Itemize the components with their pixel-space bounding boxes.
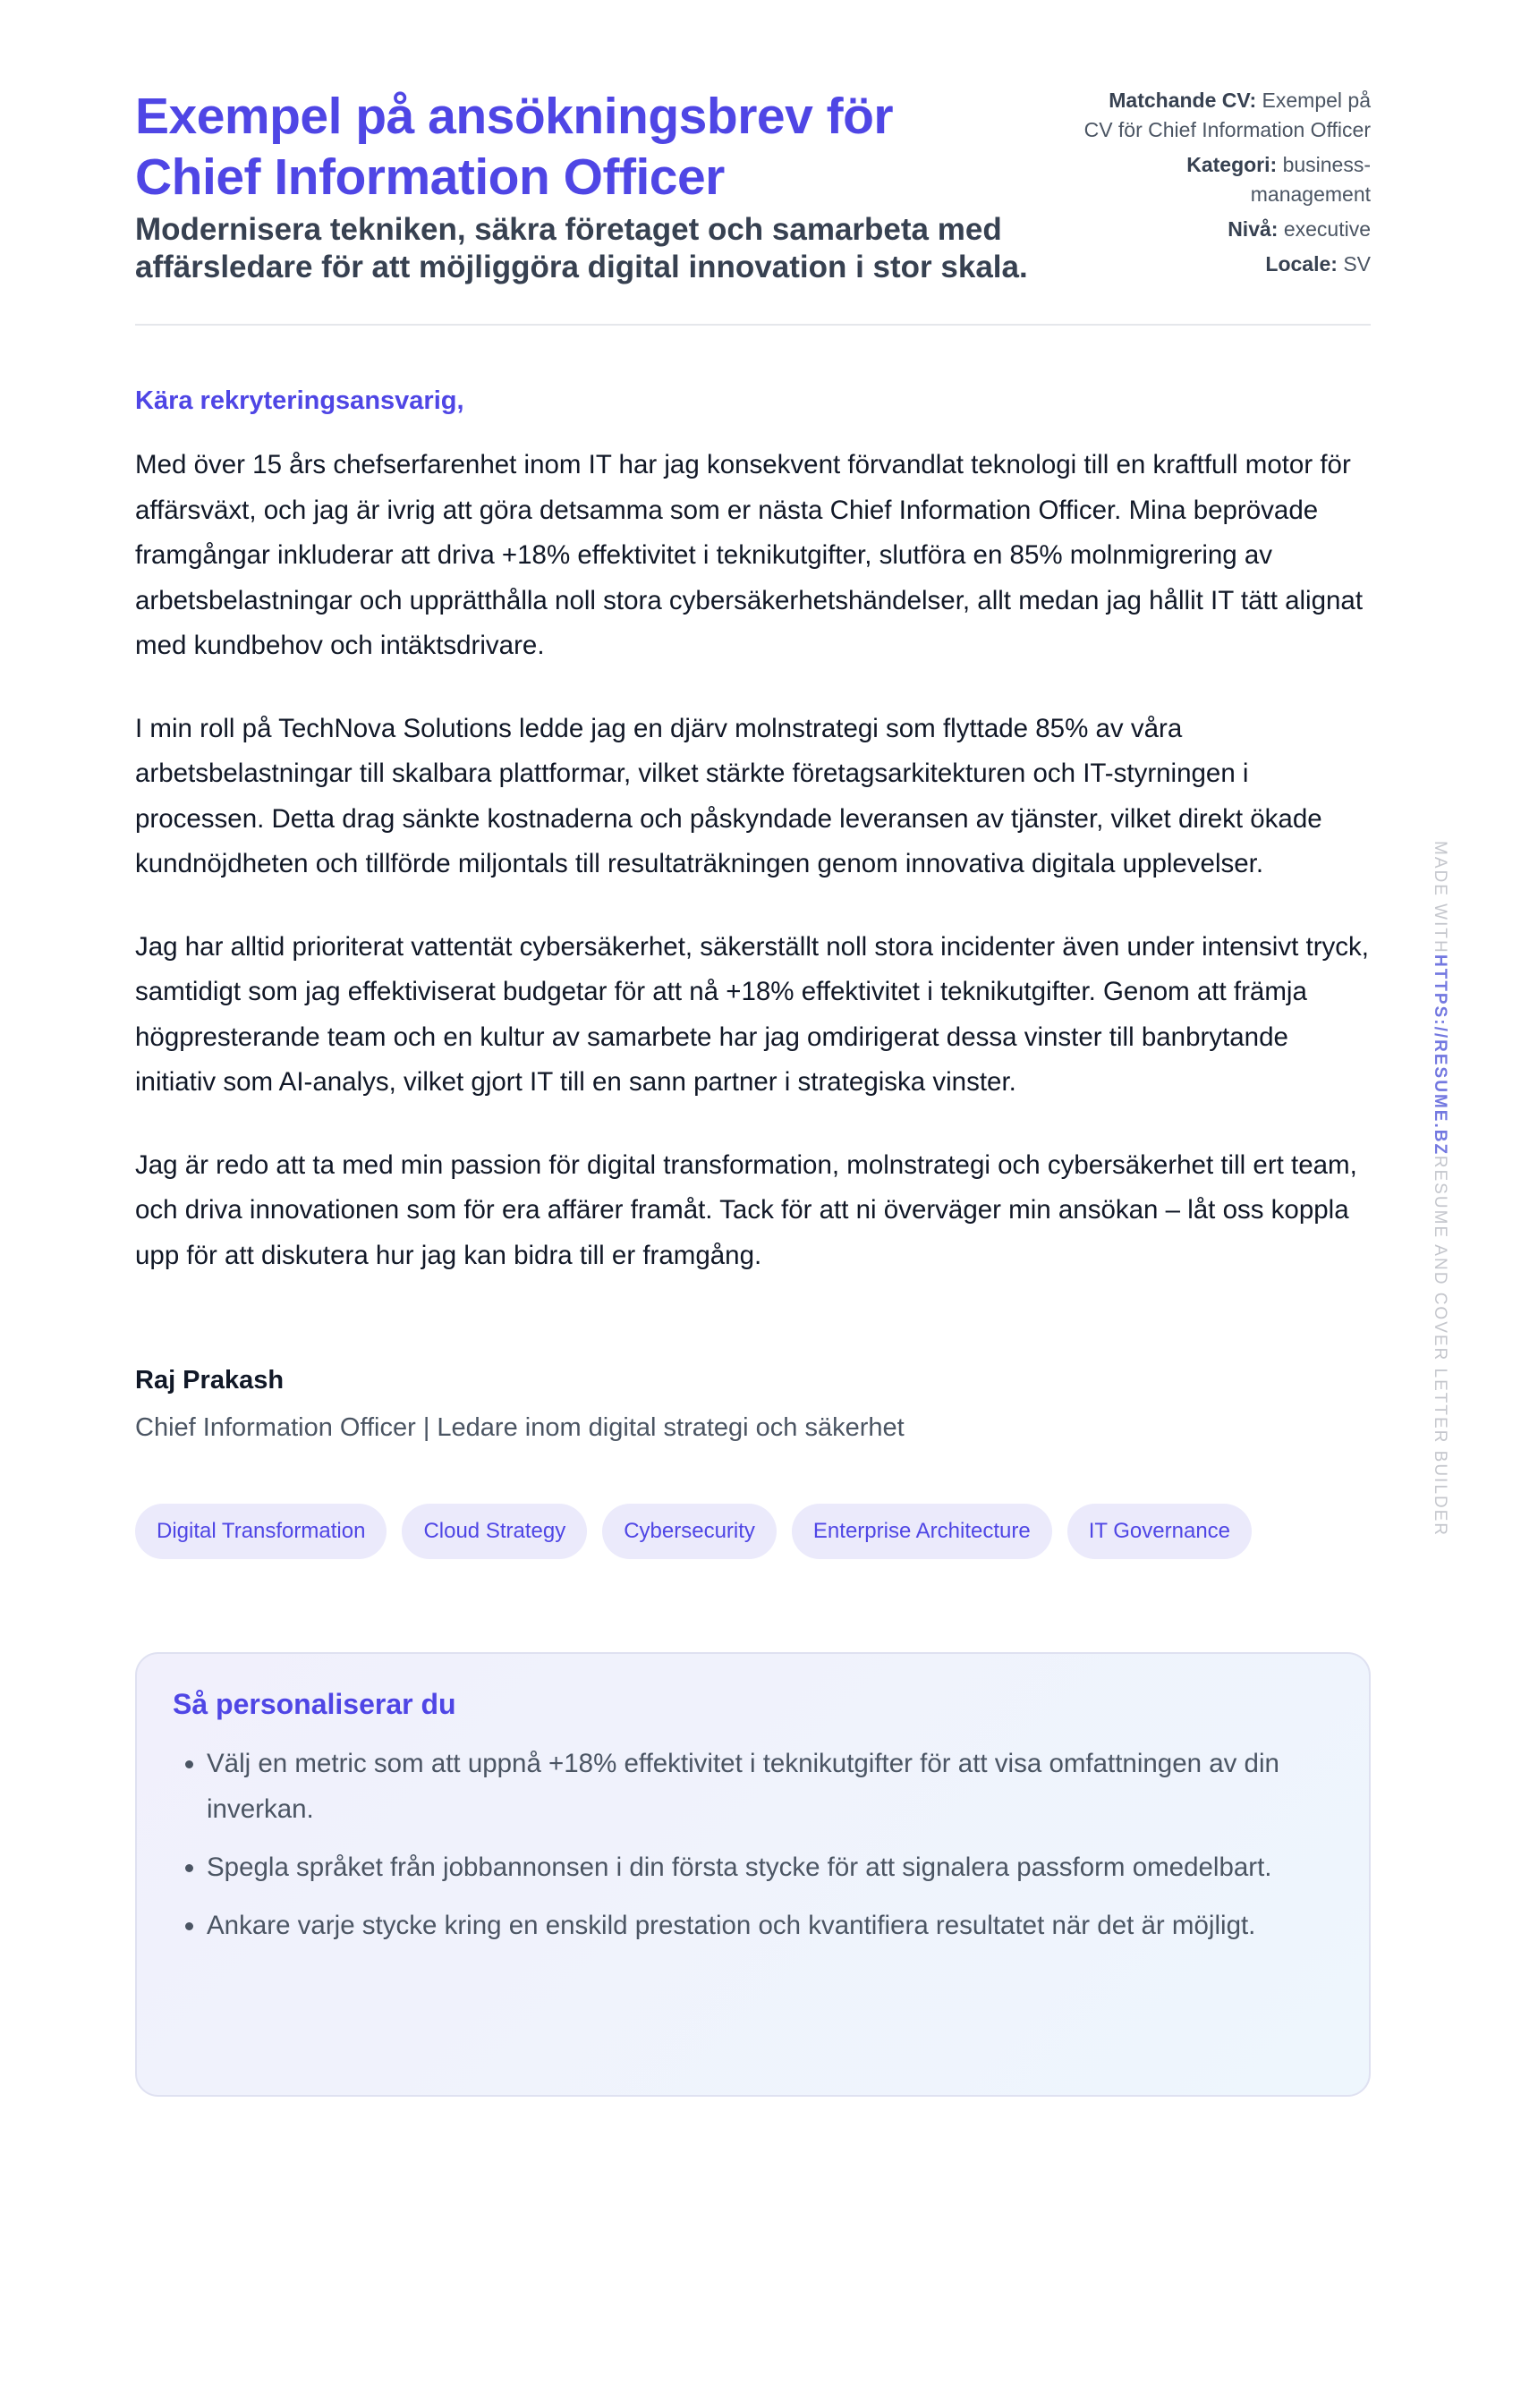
letter-paragraph: Med över 15 års chefserfarenhet inom IT har jag konsekvent förvandlat teknologi till en kraftfull motor för affärsväxt, och jag är ivrig att göra detsamma som er nästa Chief Information Officer. Mina beprövade framgångar inkluderar att driva +18% effektivitet i teknikutgifter, slutföra en 85% molnmigrering av arbetsbelastningar och upprätthålla noll stora cybersäkerhetshändelser, allt medan jag hållit IT tätt alignat med kundbehov och intäktsdrivare. [135, 450, 1364, 660]
tip-item: • Välj en metric som att uppnå +18% effektivitet i teknikutgifter för att visa omfattningen av din inverkan. [207, 1741, 1333, 1832]
meta-level: Nivå: executive [1228, 217, 1371, 241]
letter-paragraph: Jag är redo att ta med min passion för digital transformation, molnstrategi och cybersäkerhet till ert team, och driva innovationen som för era affärer framåt. Tack för att ni överväger min ansökan – låt oss koppla upp för att diskutera hur jag kan bidra till er framgång. [135, 1149, 1357, 1270]
tips-title: Så personaliserar du [173, 1688, 456, 1720]
page-title: Exempel på ansökningsbrev för Chief Information Officer [135, 88, 894, 206]
tips-list [173, 1741, 1333, 1948]
letter-paragraph: Jag har alltid prioriterat vattentät cybersäkerhet, säkerställt noll stora incidenter även under intensivt tryck, samtidigt som jag effektiviserat budgetar för att nå +18% effektivitet i teknikutgifter. Genom att främja högpresterande team och en kultur av samarbete har jag omdirigerat dessa vinster till banbrytande initiativ som AI-analys, vilket gjort IT till en sann partner i strategiska vinster. [135, 931, 1369, 1097]
signature-name: Raj Prakash [135, 1366, 285, 1395]
skill-tag: IT Governance [1067, 1504, 1252, 1559]
skill-tag: Cybersecurity [602, 1504, 777, 1559]
header [135, 86, 1371, 286]
meta-panel [1075, 86, 1371, 286]
skill-tag: Cloud Strategy [402, 1504, 587, 1559]
letter-paragraph: I min roll på TechNova Solutions ledde jag en djärv molnstrategi som flyttade 85% av våra arbetsbelastningar till skalbara plattformar, vilket stärkte företagsarkitekturen och IT-styrningen i processen. Detta drag sänkte kostnaderna och påskyndade leveransen av tjänster, vilket direkt ökade kundnöjdheten och tillförde miljontals till resultaträkningen genom innovativa digitala upplevelser. [135, 713, 1322, 878]
signature-title: Chief Information Officer | Ledare inom digital strategi och säkerhet [135, 1413, 905, 1442]
cover-letter-page [135, 86, 1371, 2097]
skill-tags [135, 1504, 1371, 1559]
tip-item: • Ankare varje stycke kring en enskild prestation och kvantifiera resultatet när det är möjligt. [207, 1903, 1333, 1948]
meta-cv: Matchande CV: Exempel på CV för Chief Information Officer [1083, 89, 1371, 141]
divider [135, 324, 1371, 326]
meta-locale: Locale: SV [1265, 252, 1371, 276]
meta-category: Kategori: business-management [1186, 153, 1371, 206]
watermark: MADE WITHHTTPS://RESUME.BZRESUME AND COVER LETTER BUILDER [1431, 841, 1449, 1538]
skill-tag: Enterprise Architecture [792, 1504, 1052, 1559]
resume-link[interactable]: HTTPS://RESUME.BZ [1431, 954, 1449, 1156]
tip-item: • Spegla språket från jobbannonsen i din första stycke för att signalera passform omedelbart. [207, 1844, 1333, 1890]
page-subtitle: Modernisera tekniken, säkra företaget och samarbeta med affärsledare för att möjliggöra digital innovation i stor skala. [135, 212, 1028, 284]
personalization-tips [135, 1652, 1371, 2097]
greeting: Kära rekryteringsansvarig, [135, 386, 464, 415]
skill-tag: Digital Transformation [135, 1504, 387, 1559]
